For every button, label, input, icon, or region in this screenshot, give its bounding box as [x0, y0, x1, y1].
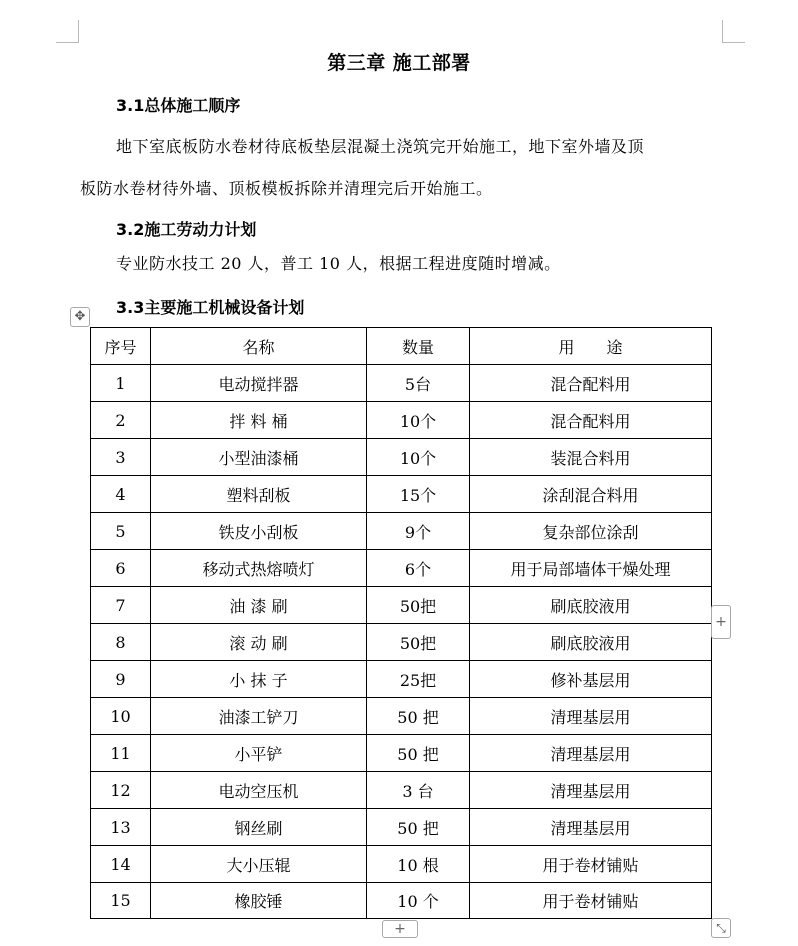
cell-quantity: 9个: [367, 513, 470, 550]
cell-index: 10: [91, 698, 151, 735]
cell-quantity: 3 台: [367, 772, 470, 809]
table-row: [91, 476, 712, 513]
cell-purpose: 用于卷材铺贴: [470, 846, 712, 883]
section-heading-3-1: 3.1总体施工顺序: [116, 96, 241, 115]
cell-purpose: 清理基层用: [470, 698, 712, 735]
table-resize-icon[interactable]: ⤡: [711, 918, 731, 938]
cell-index: 9: [91, 661, 151, 698]
section-3-2-paragraph: 专业防水技工 20 人，普工 10 人，根据工程进度随时增减。: [116, 254, 561, 273]
header-index: 序号: [91, 328, 151, 365]
table-row: [91, 513, 712, 550]
cell-purpose: 用于卷材铺贴: [470, 883, 712, 919]
cell-index: 11: [91, 735, 151, 772]
cell-name: 小 抹 子: [151, 661, 367, 698]
cell-purpose: 刷底胶液用: [470, 587, 712, 624]
cell-quantity: 50 把: [367, 698, 470, 735]
cell-quantity: 10个: [367, 402, 470, 439]
table-header-row: [91, 328, 712, 365]
cell-quantity: 50 把: [367, 809, 470, 846]
table-row: [91, 698, 712, 735]
cell-index: 15: [91, 883, 151, 919]
cell-name: 移动式热熔喷灯: [151, 550, 367, 587]
header-quantity: 数量: [367, 328, 470, 365]
section-heading-3-2: 3.2施工劳动力计划: [116, 220, 257, 239]
cell-quantity: 50把: [367, 624, 470, 661]
table-move-icon[interactable]: ✥: [70, 307, 90, 327]
cell-purpose: 涂刮混合料用: [470, 476, 712, 513]
table-row: [91, 735, 712, 772]
cell-purpose: 用于局部墙体干燥处理: [470, 550, 712, 587]
equipment-table: [90, 327, 712, 919]
table-row: [91, 587, 712, 624]
cell-purpose: 刷底胶液用: [470, 624, 712, 661]
cell-name: 油漆工铲刀: [151, 698, 367, 735]
cell-name: 铁皮小刮板: [151, 513, 367, 550]
cell-purpose: 修补基层用: [470, 661, 712, 698]
cell-purpose: 混合配料用: [470, 402, 712, 439]
cell-purpose: 混合配料用: [470, 365, 712, 402]
cell-name: 钢丝刷: [151, 809, 367, 846]
cell-index: 12: [91, 772, 151, 809]
cell-name: 小型油漆桶: [151, 439, 367, 476]
table-row: [91, 365, 712, 402]
table-row: [91, 661, 712, 698]
cell-name: 拌 料 桶: [151, 402, 367, 439]
cell-index: 13: [91, 809, 151, 846]
table-row: [91, 846, 712, 883]
cell-name: 电动搅拌器: [151, 365, 367, 402]
table-row: [91, 439, 712, 476]
cell-quantity: 25把: [367, 661, 470, 698]
cell-name: 大小压辊: [151, 846, 367, 883]
table-row: [91, 809, 712, 846]
cell-index: 2: [91, 402, 151, 439]
cell-index: 14: [91, 846, 151, 883]
cell-quantity: 10 个: [367, 883, 470, 919]
cell-quantity: 50把: [367, 587, 470, 624]
cell-quantity: 6个: [367, 550, 470, 587]
cell-purpose: 装混合料用: [470, 439, 712, 476]
cell-quantity: 10 根: [367, 846, 470, 883]
section-3-1-paragraph-line-2: 板防水卷材待外墙、顶板模板拆除并清理完后开始施工。: [80, 179, 493, 198]
table-row: [91, 883, 712, 919]
header-name: 名称: [151, 328, 367, 365]
cell-purpose: 清理基层用: [470, 735, 712, 772]
cell-name: 小平铲: [151, 735, 367, 772]
add-column-button[interactable]: +: [711, 605, 731, 639]
cell-name: 油 漆 刷: [151, 587, 367, 624]
table-row: [91, 550, 712, 587]
cell-name: 橡胶锤: [151, 883, 367, 919]
cell-index: 4: [91, 476, 151, 513]
section-heading-3-3: 3.3主要施工机械设备计划: [116, 298, 305, 317]
header-purpose: 用 途: [470, 328, 712, 365]
cell-purpose: 复杂部位涂刮: [470, 513, 712, 550]
cell-name: 塑料刮板: [151, 476, 367, 513]
section-3-1-paragraph-line-1: 地下室底板防水卷材待底板垫层混凝土浇筑完开始施工，地下室外墙及顶: [116, 137, 645, 156]
cell-quantity: 10个: [367, 439, 470, 476]
cell-index: 8: [91, 624, 151, 661]
table-row: [91, 624, 712, 661]
cell-name: 电动空压机: [151, 772, 367, 809]
cell-index: 7: [91, 587, 151, 624]
table-row: [91, 772, 712, 809]
table-row: [91, 402, 712, 439]
cell-purpose: 清理基层用: [470, 772, 712, 809]
page-corner-mark-top-right: [722, 20, 745, 43]
cell-index: 6: [91, 550, 151, 587]
cell-index: 5: [91, 513, 151, 550]
cell-name: 滚 动 刷: [151, 624, 367, 661]
page-corner-mark-top-left: [56, 20, 79, 43]
cell-index: 3: [91, 439, 151, 476]
add-row-button[interactable]: +: [382, 920, 418, 938]
cell-quantity: 15个: [367, 476, 470, 513]
chapter-title: 第三章 施工部署: [327, 52, 471, 74]
cell-index: 1: [91, 365, 151, 402]
cell-quantity: 50 把: [367, 735, 470, 772]
cell-purpose: 清理基层用: [470, 809, 712, 846]
cell-quantity: 5台: [367, 365, 470, 402]
